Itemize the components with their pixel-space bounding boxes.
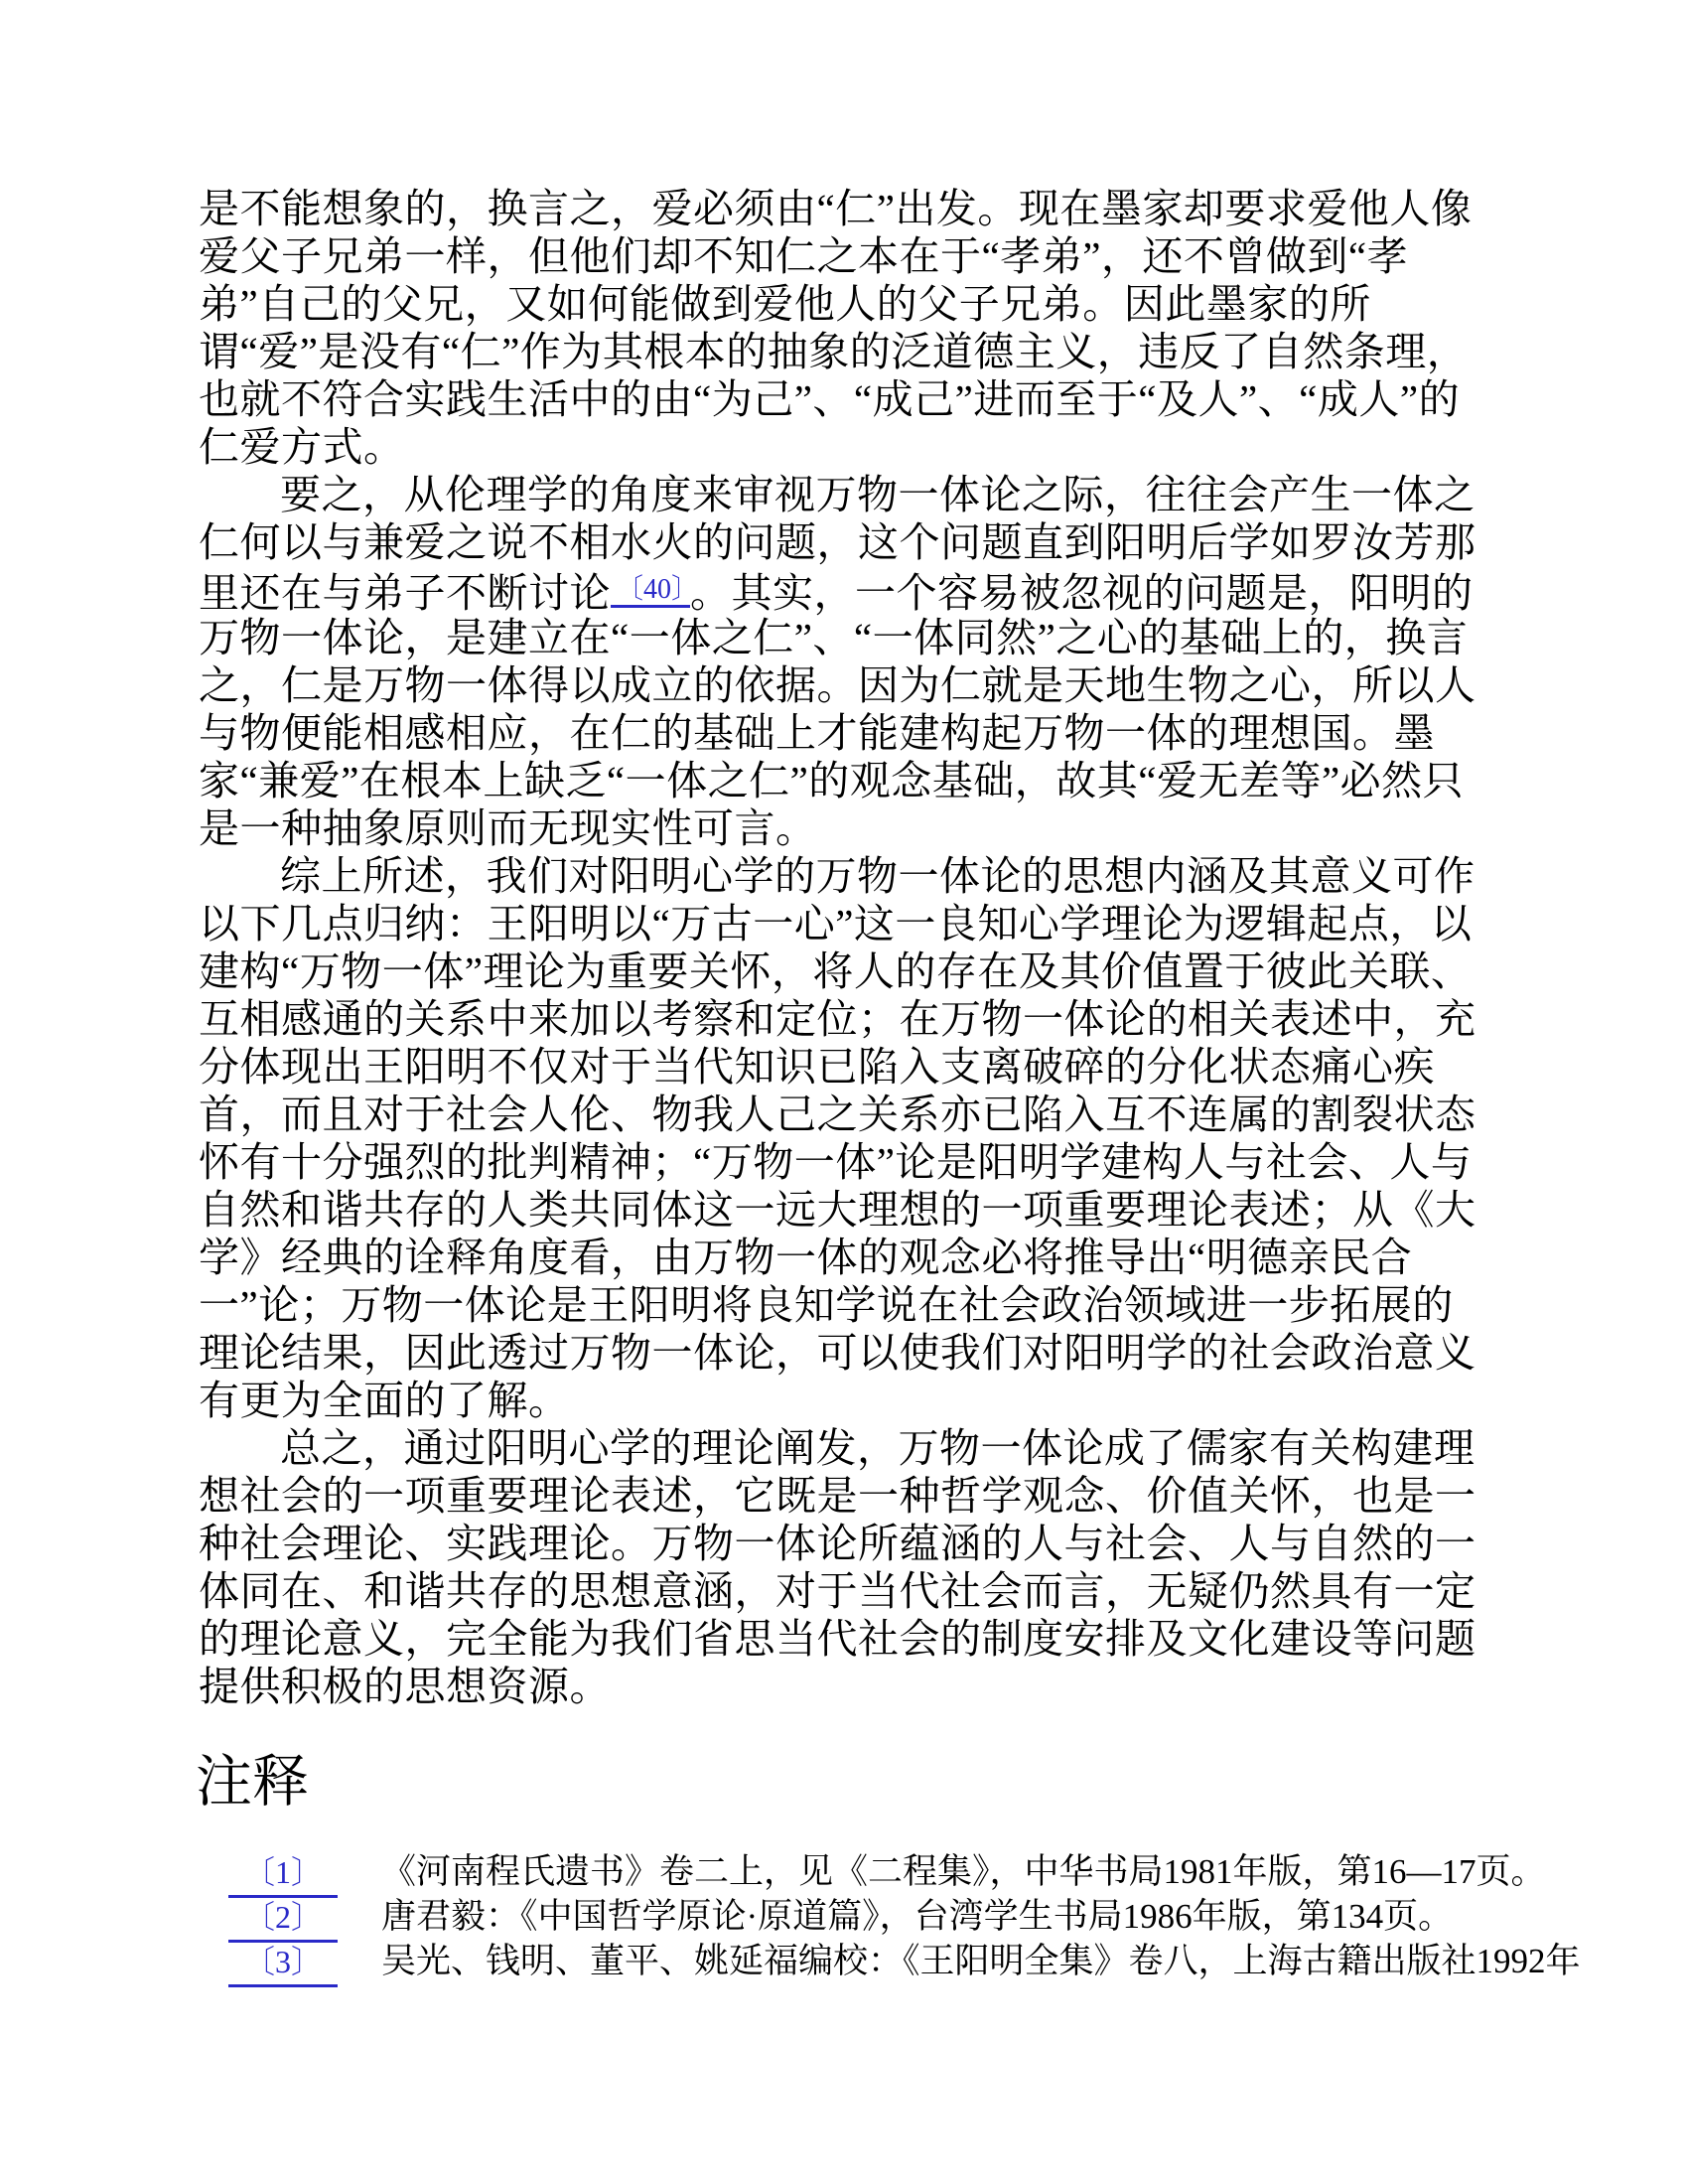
footnote-text: 唐君毅：《中国哲学原论·原道篇》，台湾学生书局1986年版，第134页。 (381, 1897, 1454, 1936)
text-line: 的理论意义，完全能为我们省思当代社会的制度安排及文化建设等问题 (199, 1616, 1476, 1662)
text-line: 想社会的一项重要理论表述，它既是一种哲学观念、价值关怀，也是一 (199, 1473, 1476, 1519)
text-line: 仁何以与兼爱之说不相水火的问题，这个问题直到阳明后学如罗汝芳那 (199, 519, 1476, 565)
text-line: 也就不符合实践生活中的由“为己”、“成己”进而至于“及人”、“成人”的 (199, 376, 1461, 422)
text-line: 有更为全面的了解。 (199, 1378, 570, 1423)
footnote-ref-link[interactable]: 〔40〕 (611, 574, 690, 608)
text-line: 怀有十分强烈的批判精神；“万物一体”论是阳明学建构人与社会、人与 (199, 1139, 1473, 1185)
text-line: 体同在、和谐共存的思想意涵，对于当代社会而言，无疑仍然具有一定 (199, 1568, 1476, 1614)
footnote-item (199, 1939, 1581, 1983)
text-line: 要之，从伦理学的角度来审视万物一体论之际，往往会产生一体之 (280, 472, 1476, 517)
notes-heading: 注释 (196, 1751, 309, 1814)
paragraph (199, 471, 1509, 852)
paragraph (199, 852, 1509, 1424)
footnotes-list (199, 1849, 1581, 1983)
text-line: 提供积极的思想资源。 (199, 1664, 611, 1709)
text-line: 是一种抽象原则而无现实性可言。 (199, 805, 817, 851)
text-line: 仁爱方式。 (199, 424, 405, 470)
text-line: 建构“万物一体”理论为重要关怀，将人的存在及其价值置于彼此关联、 (199, 948, 1473, 994)
text-line: 与物便能相感相应，在仁的基础上才能建构起万物一体的理想国。墨 (199, 710, 1435, 756)
text-line: 种社会理论、实践理论。万物一体论所蕴涵的人与社会、人与自然的一 (199, 1521, 1476, 1566)
text-line: 综上所述，我们对阳明心学的万物一体论的思想内涵及其意义可作 (280, 853, 1476, 899)
text-line: 互相感通的关系中来加以考察和定位；在万物一体论的相关表述中，充 (199, 996, 1476, 1042)
text-line (199, 566, 1509, 614)
footnote-item (199, 1849, 1581, 1894)
paragraph (199, 1424, 1509, 1710)
text-line: 是不能想象的，换言之，爱必须由“仁”出发。现在墨家却要求爱他人像 (199, 186, 1473, 231)
text-line: 首，而且对于社会人伦、物我人己之关系亦已陷入互不连属的割裂状态 (199, 1092, 1476, 1137)
footnote-marker-link[interactable]: 〔1〕 (228, 1850, 338, 1898)
body-text (199, 185, 1509, 1710)
text-line: 万物一体论，是建立在“一体之仁”、“一体同然”之心的基础上的，换言 (199, 615, 1469, 660)
paragraph (199, 185, 1509, 471)
text-line: 学》经典的诠释角度看，由万物一体的观念必将推导出“明德亲民合 (199, 1235, 1413, 1280)
text-line: 家“兼爱”在根本上缺乏“一体之仁”的观念基础，故其“爱无差等”必然只 (199, 758, 1465, 803)
text-line: 一”论；万物一体论是王阳明将良知学说在社会政治领域进一步拓展的 (199, 1282, 1454, 1328)
text-line: 之，仁是万物一体得以成立的依据。因为仁就是天地生物之心，所以人 (199, 662, 1476, 708)
line-text: 。其实，一个容易被忽视的问题是，阳明的 (690, 570, 1474, 616)
footnote-text: 吴光、钱明、董平、姚延福编校：《王阳明全集》卷八，上海古籍出版社1992年 (381, 1942, 1581, 1980)
footnote-marker-link[interactable]: 〔3〕 (228, 1940, 338, 1987)
text-line: 自然和谐共存的人类共同体这一远大理想的一项重要理论表述；从《大 (199, 1187, 1476, 1233)
text-line: 爱父子兄弟一样，但他们却不知仁之本在于“孝弟”，还不曾做到“孝 (199, 233, 1409, 279)
footnote-item (199, 1894, 1581, 1939)
text-line: 分体现出王阳明不仅对于当代知识已陷入支离破碎的分化状态痛心疾 (199, 1044, 1435, 1090)
text-line: 总之，通过阳明心学的理论阐发，万物一体论成了儒家有关构建理 (280, 1425, 1476, 1471)
line-text: 里还在与弟子不断讨论 (199, 570, 611, 616)
footnote-marker-link[interactable]: 〔2〕 (228, 1895, 338, 1943)
text-line: 弟”自己的父兄，又如何能做到爱他人的父子兄弟。因此墨家的所 (199, 281, 1371, 327)
text-line: 以下几点归纳：王阳明以“万古一心”这一良知心学理论为逻辑起点，以 (199, 901, 1473, 946)
text-line: 理论结果，因此透过万物一体论，可以使我们对阳明学的社会政治意义 (199, 1330, 1476, 1376)
footnote-text: 《河南程氏遗书》卷二上，见《二程集》，中华书局1981年版，第16—17页。 (381, 1852, 1546, 1891)
text-line: 谓“爱”是没有“仁”作为其根本的抽象的泛道德主义，违反了自然条理， (199, 329, 1469, 374)
